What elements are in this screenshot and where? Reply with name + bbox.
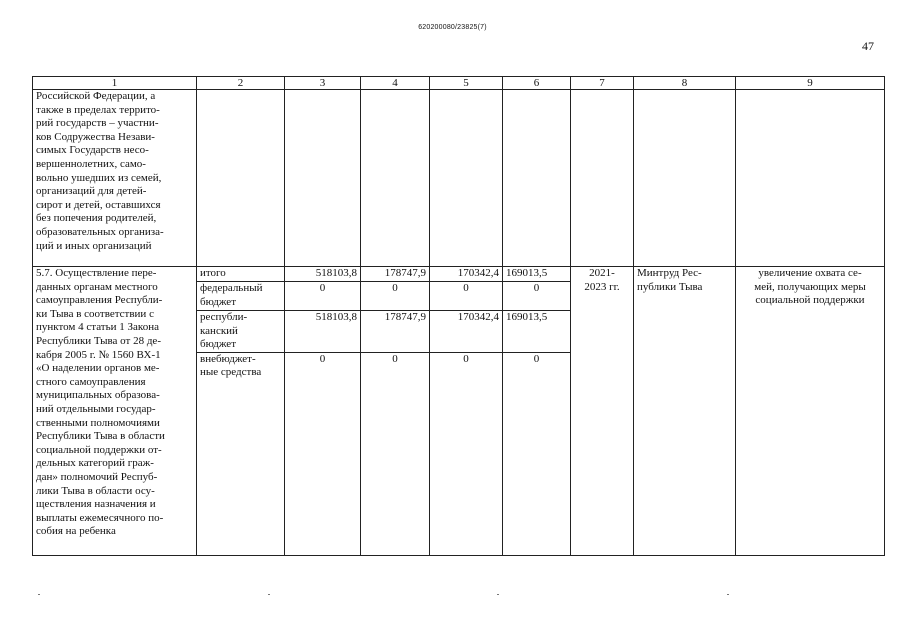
column-number-row [33,77,885,90]
scan-dot [497,594,499,595]
value-2023: 169013,5 [503,311,571,353]
value-total: 518103,8 [285,267,361,282]
scan-dot [38,594,40,595]
value-2022: 0 [430,282,503,311]
value-2021: 0 [361,352,430,555]
col-number-6: 6 [503,77,571,90]
col-number-9: 9 [736,77,885,90]
value-2023: 169013,5 [503,267,571,282]
col-number-3: 3 [285,77,361,90]
col-number-8: 8 [634,77,736,90]
scan-dot [727,594,729,595]
value-2023: 0 [503,352,571,555]
funding-source: федеральный бюджет [197,282,285,311]
funding-source: республи- канский бюджет [197,311,285,353]
col-number-1: 1 [33,77,197,90]
value-total: 518103,8 [285,311,361,353]
value-2021: 178747,9 [361,311,430,353]
page-number: 47 [862,39,874,53]
value-total: 0 [285,282,361,311]
expected-result: увеличение охвата се- мей, получающих меры социальной поддержки [736,267,885,556]
col-number-2: 2 [197,77,285,90]
table-row [33,267,885,282]
value-total: 0 [285,352,361,555]
continuation-row [33,90,885,267]
value-2022: 170342,4 [430,311,503,353]
value-2021: 0 [361,282,430,311]
col-number-5: 5 [430,77,503,90]
funding-source: итого [197,267,285,282]
funding-source: внебюджет- ные средства [197,352,285,555]
scan-artifacts [0,594,905,598]
plan-table [32,76,885,556]
value-2023: 0 [503,282,571,311]
implementation-period: 2021- 2023 гг. [571,267,634,556]
item-description: 5.7. Осуществление пере- данных органам местного самоуправления Республи- ки Тыва в соответствии с пунктом 4 статьи 1 Закона Республики Тыва от 28 де- кабря 2005 г. № 1560 ВХ-1 «О наделении органов ме- стного самоуправления муниципальных образова- ний отдельными государ- ственными полномочиями Республики Тыва в области социальной поддержки от- дельных категорий граж- дан» полномочий Респуб- лики Тыва в области осу- ществления назначения и выплаты ежемесячного по- собия на ребенка [33,267,197,556]
continuation-text: Российской Федерации, а также в пределах террито- рий государств – участни- ков Содружества Незави- симых Государств несо- вершеннолетних, само- вольно ушедших из семей, организаций для детей- сирот и детей, оставшихся без попечения родителей, образовательных организа- ций и иных организаций [33,90,197,267]
responsible-executor: Минтруд Рес- публики Тыва [634,267,736,556]
scan-dot [268,594,270,595]
col-number-7: 7 [571,77,634,90]
document-code: 620200080/23825(7) [418,24,487,31]
value-2022: 170342,4 [430,267,503,282]
col-number-4: 4 [361,77,430,90]
value-2021: 178747,9 [361,267,430,282]
value-2022: 0 [430,352,503,555]
